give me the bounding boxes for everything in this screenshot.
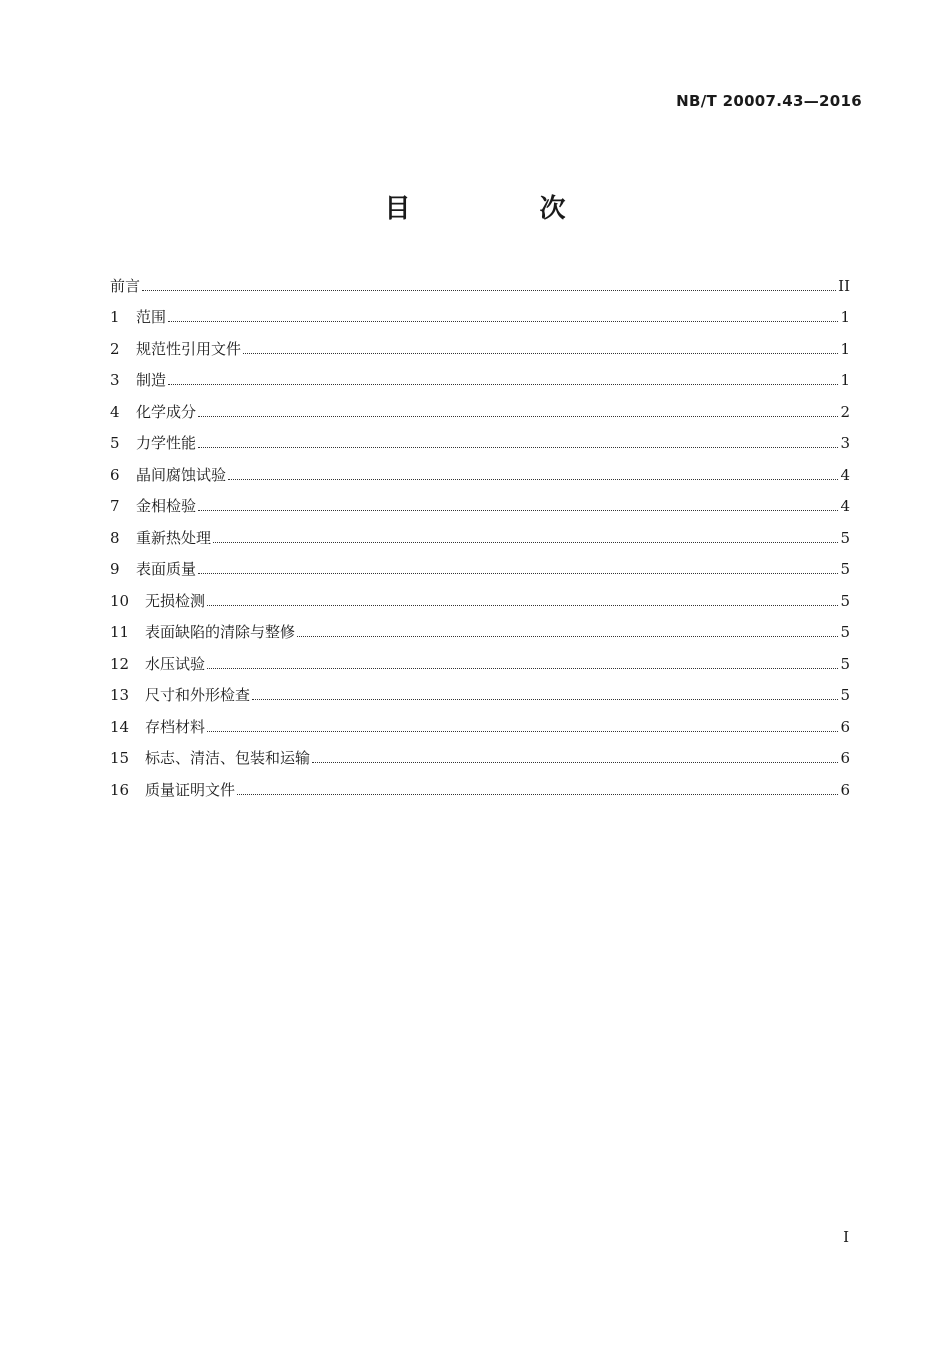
toc-leader-dots bbox=[228, 478, 838, 480]
toc-entry[interactable] bbox=[110, 485, 850, 517]
toc-entry[interactable] bbox=[110, 359, 850, 391]
toc-entry[interactable] bbox=[110, 579, 850, 611]
toc-entry[interactable] bbox=[110, 705, 850, 737]
toc-leader-dots bbox=[168, 320, 838, 322]
toc-leader-dots bbox=[198, 415, 838, 417]
toc-entry-label: 前言 bbox=[110, 276, 141, 295]
toc-entry-label: 金相检验 bbox=[136, 497, 197, 515]
toc-leader-dots bbox=[207, 604, 838, 606]
toc-entry-label: 标志、清洁、包装和运输 bbox=[145, 749, 311, 767]
toc-leader-dots bbox=[168, 383, 838, 385]
toc-entry-number: 12 bbox=[110, 654, 130, 673]
toc-leader-dots bbox=[252, 698, 838, 700]
standard-code: NB/T 20007.43—2016 bbox=[676, 92, 862, 110]
toc-entry-number: 3 bbox=[110, 371, 120, 389]
toc-entry-number: 13 bbox=[110, 686, 130, 704]
toc-entry[interactable] bbox=[110, 737, 850, 769]
toc-entry-label: 晶间腐蚀试验 bbox=[136, 465, 227, 484]
toc-entry[interactable] bbox=[110, 264, 850, 296]
toc-entry[interactable] bbox=[110, 422, 850, 454]
toc-entry-number: 2 bbox=[110, 339, 120, 358]
toc-entry-label: 规范性引用文件 bbox=[136, 339, 242, 358]
toc-entry-number: 1 bbox=[110, 308, 120, 326]
toc-entry-number: 11 bbox=[110, 623, 130, 641]
table-of-contents bbox=[110, 264, 850, 800]
page-title: 目 次 bbox=[384, 194, 626, 224]
toc-leader-dots bbox=[207, 730, 838, 732]
toc-entry-page: 5 bbox=[840, 528, 850, 547]
toc-entry-label: 重新热处理 bbox=[136, 528, 212, 547]
toc-entry-page: II bbox=[838, 276, 850, 295]
toc-entry-number: 8 bbox=[110, 528, 120, 547]
toc-leader-dots bbox=[198, 446, 838, 448]
toc-entry-number: 10 bbox=[110, 591, 130, 610]
toc-entry-page: 6 bbox=[840, 749, 850, 767]
toc-entry[interactable] bbox=[110, 390, 850, 422]
toc-entry-number: 15 bbox=[110, 749, 130, 767]
toc-entry-label: 力学性能 bbox=[136, 434, 197, 452]
toc-entry-label: 无损检测 bbox=[145, 591, 206, 610]
toc-entry[interactable] bbox=[110, 642, 850, 674]
toc-leader-dots bbox=[207, 667, 838, 669]
toc-entry[interactable] bbox=[110, 516, 850, 548]
toc-leader-dots bbox=[237, 793, 838, 795]
toc-entry-page: 5 bbox=[840, 591, 850, 610]
toc-entry-page: 4 bbox=[840, 465, 850, 484]
toc-entry[interactable] bbox=[110, 296, 850, 328]
toc-entry-number: 16 bbox=[110, 780, 130, 799]
toc-leader-dots bbox=[213, 541, 838, 543]
toc-entry-label: 水压试验 bbox=[145, 654, 206, 673]
toc-entry-page: 5 bbox=[840, 560, 850, 578]
toc-entry-page: 1 bbox=[840, 308, 850, 326]
toc-entry-label: 质量证明文件 bbox=[145, 780, 236, 799]
toc-entry[interactable] bbox=[110, 611, 850, 643]
toc-entry[interactable] bbox=[110, 768, 850, 800]
toc-entry[interactable] bbox=[110, 453, 850, 485]
toc-entry-label: 存档材料 bbox=[145, 717, 206, 736]
toc-entry-label: 表面质量 bbox=[136, 560, 197, 578]
toc-entry-page: 6 bbox=[840, 717, 850, 736]
toc-entry-label: 化学成分 bbox=[136, 402, 197, 421]
toc-leader-dots bbox=[198, 572, 838, 574]
toc-leader-dots bbox=[142, 289, 836, 291]
toc-entry-label: 制造 bbox=[136, 371, 167, 389]
toc-entry-page: 1 bbox=[840, 339, 850, 358]
toc-leader-dots bbox=[243, 352, 838, 354]
toc-leader-dots bbox=[297, 635, 838, 637]
page-number: I bbox=[843, 1228, 849, 1246]
toc-entry-page: 5 bbox=[840, 686, 850, 704]
toc-leader-dots bbox=[198, 509, 838, 511]
toc-entry-label: 范围 bbox=[136, 308, 167, 326]
toc-entry-page: 6 bbox=[840, 780, 850, 799]
toc-entry[interactable] bbox=[110, 327, 850, 359]
toc-entry-page: 4 bbox=[840, 497, 850, 515]
toc-entry-page: 1 bbox=[840, 371, 850, 389]
toc-entry-label: 表面缺陷的清除与整修 bbox=[145, 623, 296, 641]
toc-entry-number: 6 bbox=[110, 465, 120, 484]
toc-leader-dots bbox=[312, 761, 838, 763]
toc-entry-page: 5 bbox=[840, 654, 850, 673]
toc-entry-number: 14 bbox=[110, 717, 130, 736]
toc-entry-page: 3 bbox=[840, 434, 850, 452]
toc-entry-page: 2 bbox=[840, 402, 850, 421]
toc-entry-label: 尺寸和外形检查 bbox=[145, 686, 251, 704]
toc-entry[interactable] bbox=[110, 548, 850, 580]
toc-entry-number: 4 bbox=[110, 402, 120, 421]
toc-entry-number: 7 bbox=[110, 497, 120, 515]
toc-entry-number: 5 bbox=[110, 434, 120, 452]
toc-entry[interactable] bbox=[110, 674, 850, 706]
toc-entry-number: 9 bbox=[110, 560, 120, 578]
toc-entry-page: 5 bbox=[840, 623, 850, 641]
